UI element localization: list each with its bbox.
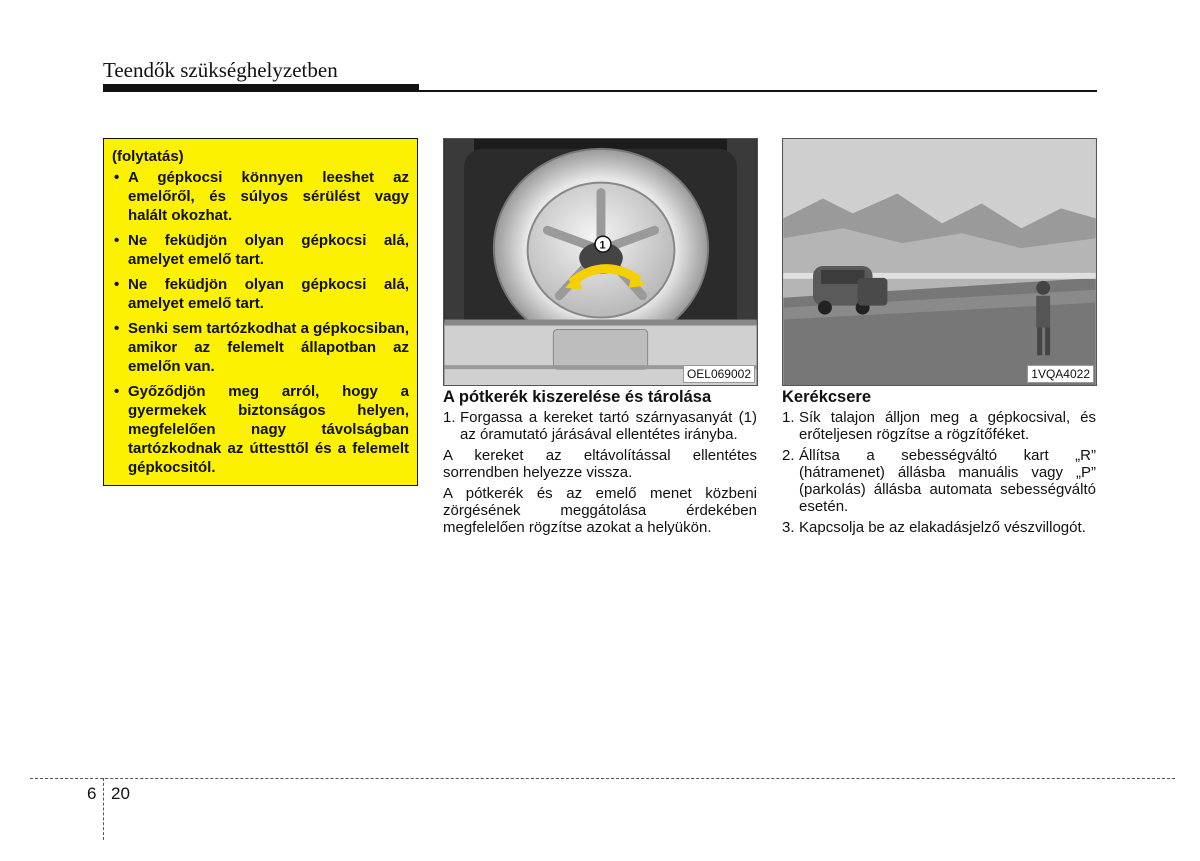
section-heading: A pótkerék kiszerelése és tárolása xyxy=(443,388,712,406)
header-rule-thick xyxy=(103,84,419,92)
figure-code: 1VQA4022 xyxy=(1027,365,1094,383)
header-rule-thin xyxy=(419,90,1097,92)
step-list xyxy=(443,409,757,443)
paragraph: A pótkerék és az emelő menet közbeni zörgésének meggátolása érdekében megfelelően rögzítse azokat a helyükön. xyxy=(443,485,757,536)
spare-wheel-illustration xyxy=(444,139,757,385)
spare-wheel-figure xyxy=(443,138,758,386)
step-text: Kapcsolja be az elakadásjelző vészvillogót. xyxy=(799,519,1086,536)
warning-item: • Ne feküdjön olyan gépkocsi alá, amelyet emelő tart. xyxy=(112,275,409,313)
step-text: Forgassa a kereket tartó szárnyasanyát (1) az óramutató járásával ellentétes irányba. xyxy=(460,409,757,443)
footer-dashed-vertical xyxy=(103,778,104,840)
section-wheel-change xyxy=(782,388,1096,540)
page-number: 20 xyxy=(111,784,130,803)
page-chapter-number: 6 xyxy=(87,784,97,803)
warning-item: • A gépkocsi könnyen leeshet az emelőről, és súlyos sérülést vagy halált okozhat. xyxy=(112,168,409,225)
warning-item: • Senki sem tartózkodhat a gépkocsiban, amikor az felemelt állapotban az emelőn van. xyxy=(112,319,409,376)
warning-item: • Ne feküdjön olyan gépkocsi alá, amelyet emelő tart. xyxy=(112,231,409,269)
step-text: Sík talajon álljon meg a gépkocsival, és erőteljesen rögzítse a rögzítőféket. xyxy=(799,409,1096,443)
warning-item: • Győződjön meg arról, hogy a gyermekek biztonságos helyen, megfelelően nagy távolságban tartózkodnak az úttesttől és a felemelt gépkocsitól. xyxy=(112,382,409,477)
roadside-illustration xyxy=(783,139,1096,385)
step-number: 2. xyxy=(782,447,795,464)
step-item xyxy=(443,409,757,443)
step-number: 1. xyxy=(782,409,795,426)
warning-continued-label: (folytatás) xyxy=(112,148,184,165)
section-heading: Kerékcsere xyxy=(782,388,871,406)
step-number: 3. xyxy=(782,519,795,536)
step-item xyxy=(782,409,1096,443)
section-spare-wheel xyxy=(443,388,757,540)
figure-callout-1: 1 xyxy=(599,239,606,252)
step-list xyxy=(782,409,1096,536)
page-header-title: Teendők szükséghelyzetben xyxy=(103,58,338,82)
figure-code: OEL069002 xyxy=(683,365,755,383)
warning-list xyxy=(112,168,409,477)
footer-dashed-rule xyxy=(30,778,1175,779)
step-number: 1. xyxy=(443,409,456,426)
step-item xyxy=(782,519,1096,536)
roadside-figure xyxy=(782,138,1097,386)
step-item xyxy=(782,447,1096,515)
warning-box xyxy=(103,138,418,486)
step-text: Állítsa a sebességváltó kart „R” (hátramenet) állásba manuális vagy „P” (parkolás) állásba automata sebességváltó esetén. xyxy=(799,447,1096,515)
paragraph: A kereket az eltávolítással ellentétes sorrendben helyezze vissza. xyxy=(443,447,757,481)
